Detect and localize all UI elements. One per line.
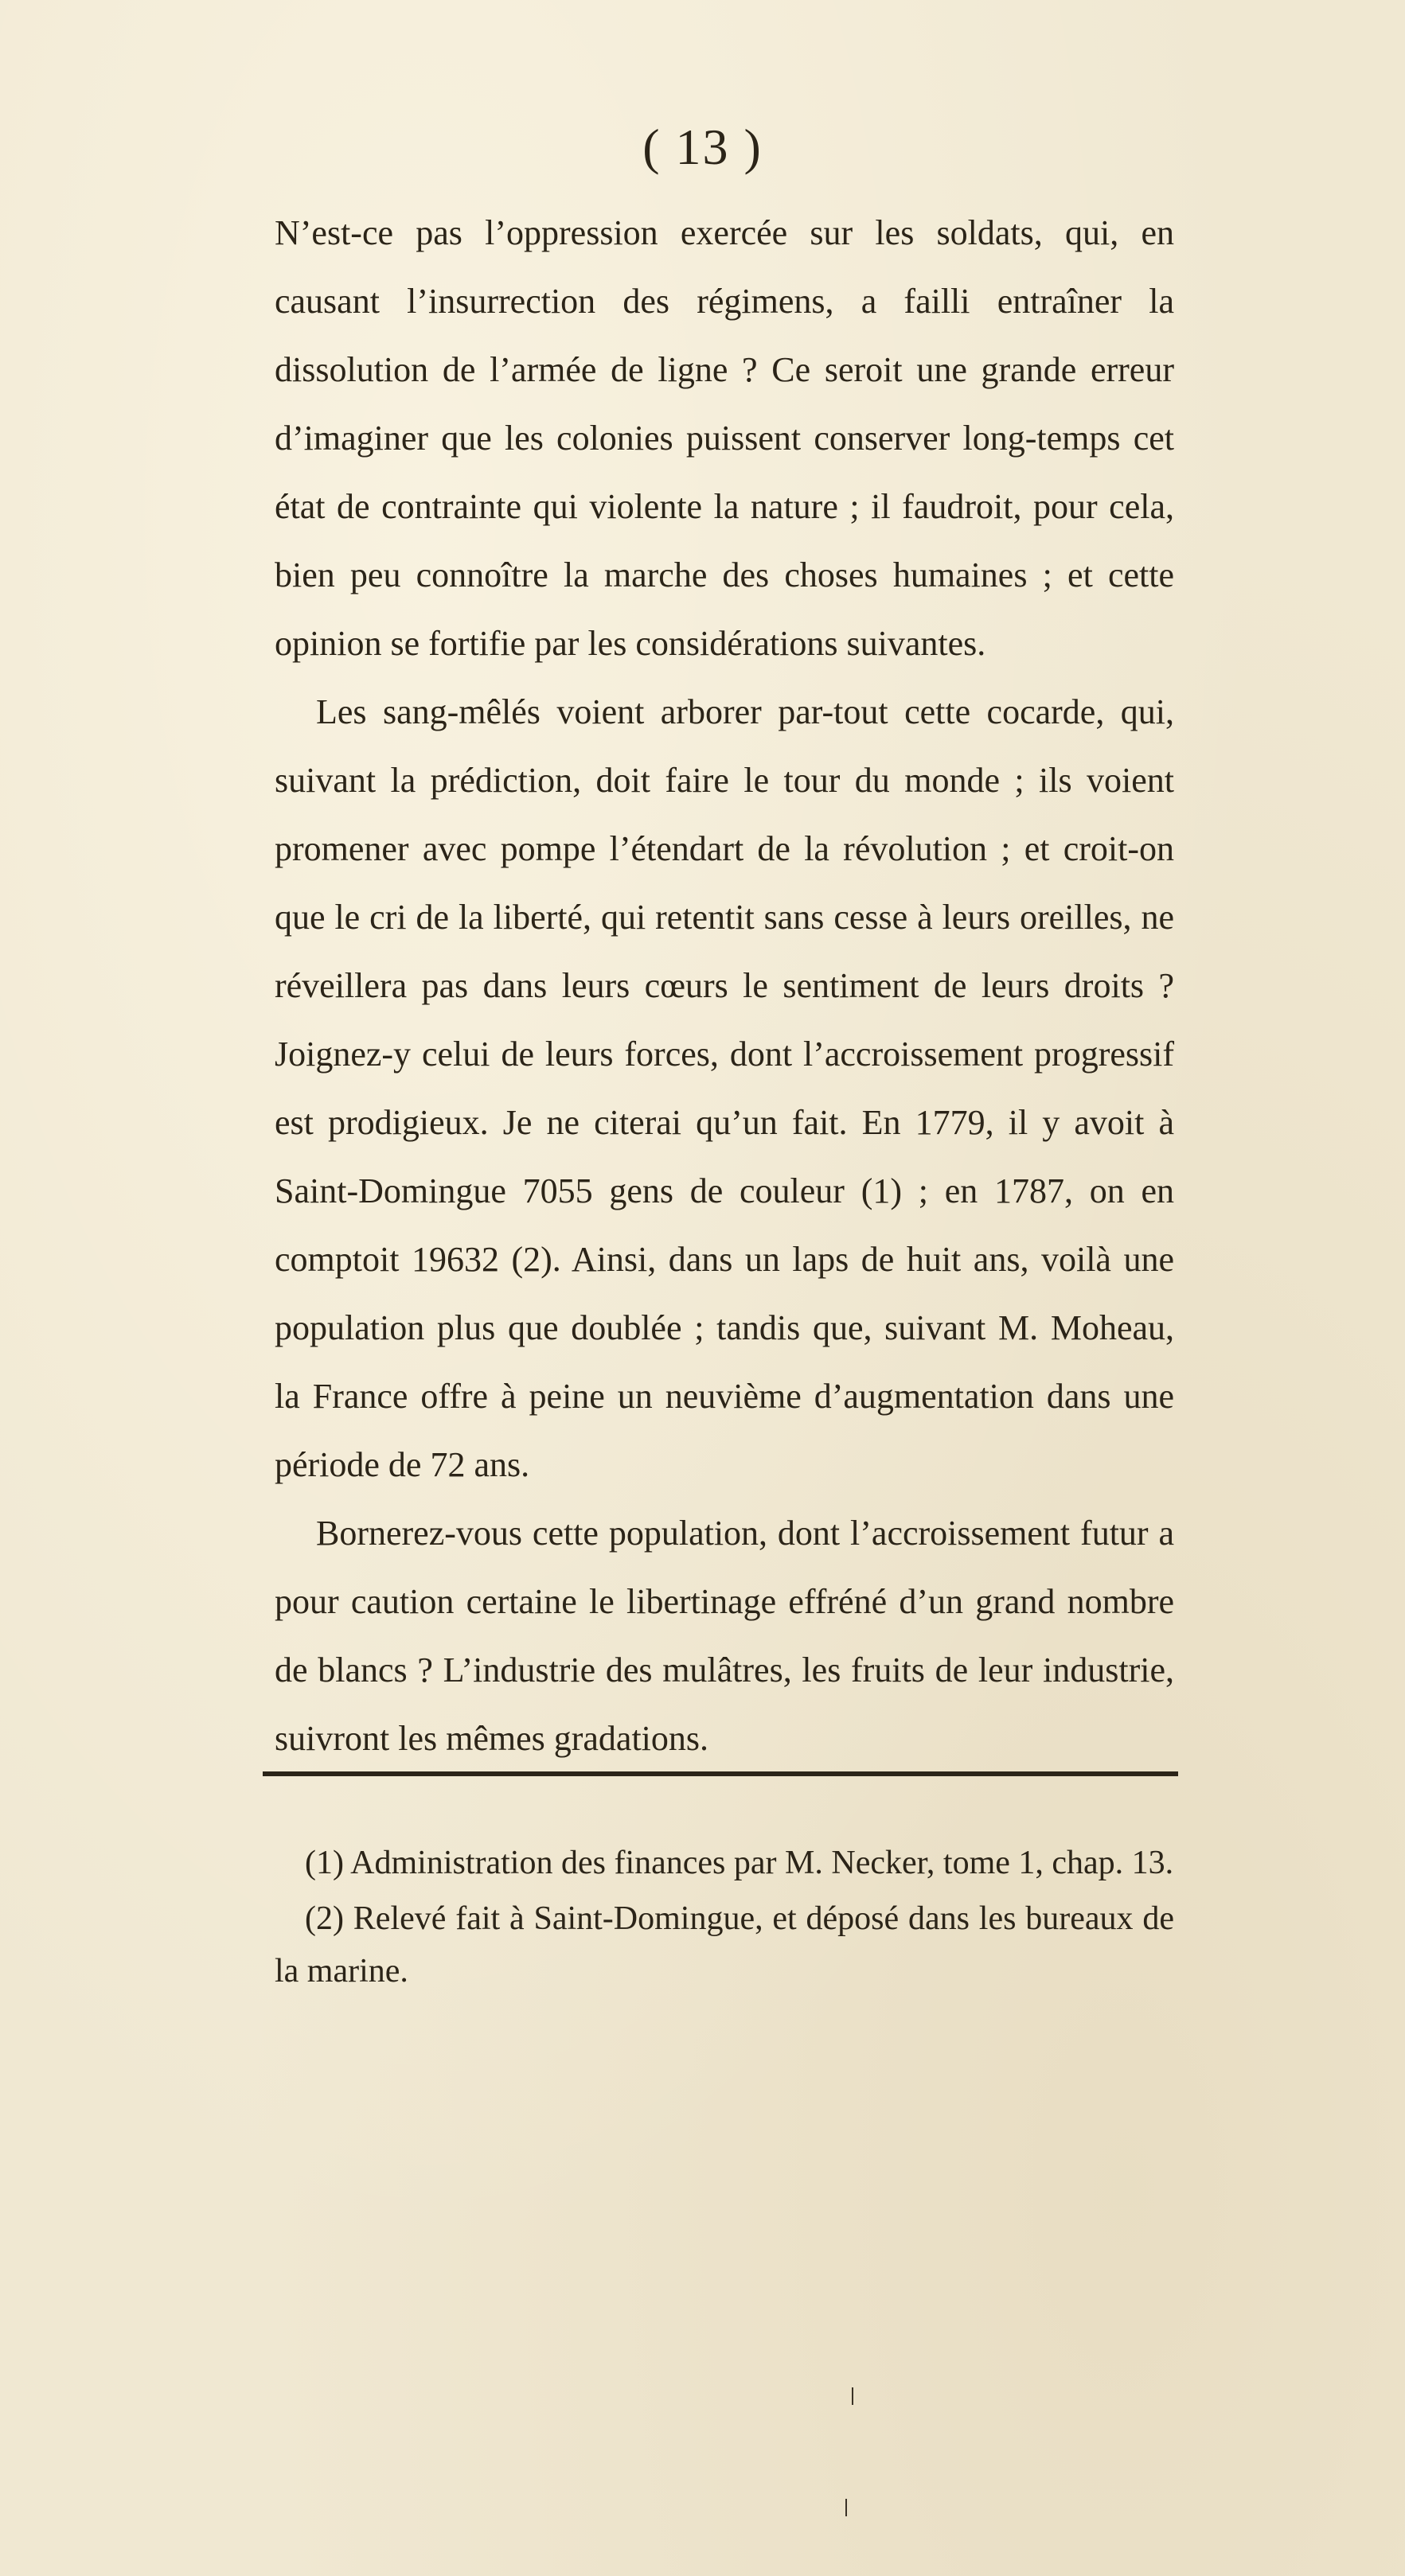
- printer-mark: [845, 2499, 847, 2516]
- paragraph: Bornerez-vous cette population, dont l’accroissement futur a pour caution certaine le libertinage effréné d’un grand nombre de blancs ? L’industrie des mulâtres, les fruits de leur industrie, suivront les mêmes gradations.: [275, 1514, 1174, 1758]
- page-number: ( 13 ): [642, 119, 763, 175]
- footnote: (1) Administration des finances par M. Necker, tome 1, chap. 13.: [305, 1845, 1174, 1881]
- printer-mark: [852, 2387, 853, 2405]
- footnote: (2) Relevé fait à Saint-Domingue, et déposé dans les bureaux de la marine.: [275, 1900, 1174, 1989]
- paragraph: Les sang-mêlés voient arborer par-tout cette cocarde, qui, suivant la prédiction, doit faire le tour du monde ; ils voient promener avec pompe l’étendart de la révolution ; et croit-on que le cri de la liberté, qui retentit sans cesse à leurs oreilles, ne réveillera pas dans leurs cœurs le sentiment de leurs droits ? Joignez-y celui de leurs forces, dont l’accroissement progressif est prodigieux. Je ne citerai qu’un fait. En 1779, il y avoit à Saint-Domingue 7055 gens de couleur (1) ; en 1787, on en comptoit 19632 (2). Ainsi, dans un laps de huit ans, voilà une population plus que doublée ; tandis que, suivant M. Moheau, la France offre à peine un neuvième d’augmentation dans une période de 72 ans.: [275, 692, 1174, 1484]
- footnotes: [275, 1837, 1174, 2001]
- body-text: [275, 199, 1174, 1773]
- paragraph: N’est-ce pas l’oppression exercée sur les soldats, qui, en causant l’insurrection des régimens, a failli entraîner la dissolution de l’armée de ligne ? Ce seroit une grande erreur d’imaginer que les colonies puissent conserver long-temps cet état de contrainte qui violente la nature ; il faudroit, pour cela, bien peu connoître la marche des choses humaines ; et cette opinion se fortifie par les considérations suivantes.: [275, 213, 1174, 663]
- footnote-divider: [263, 1771, 1178, 1776]
